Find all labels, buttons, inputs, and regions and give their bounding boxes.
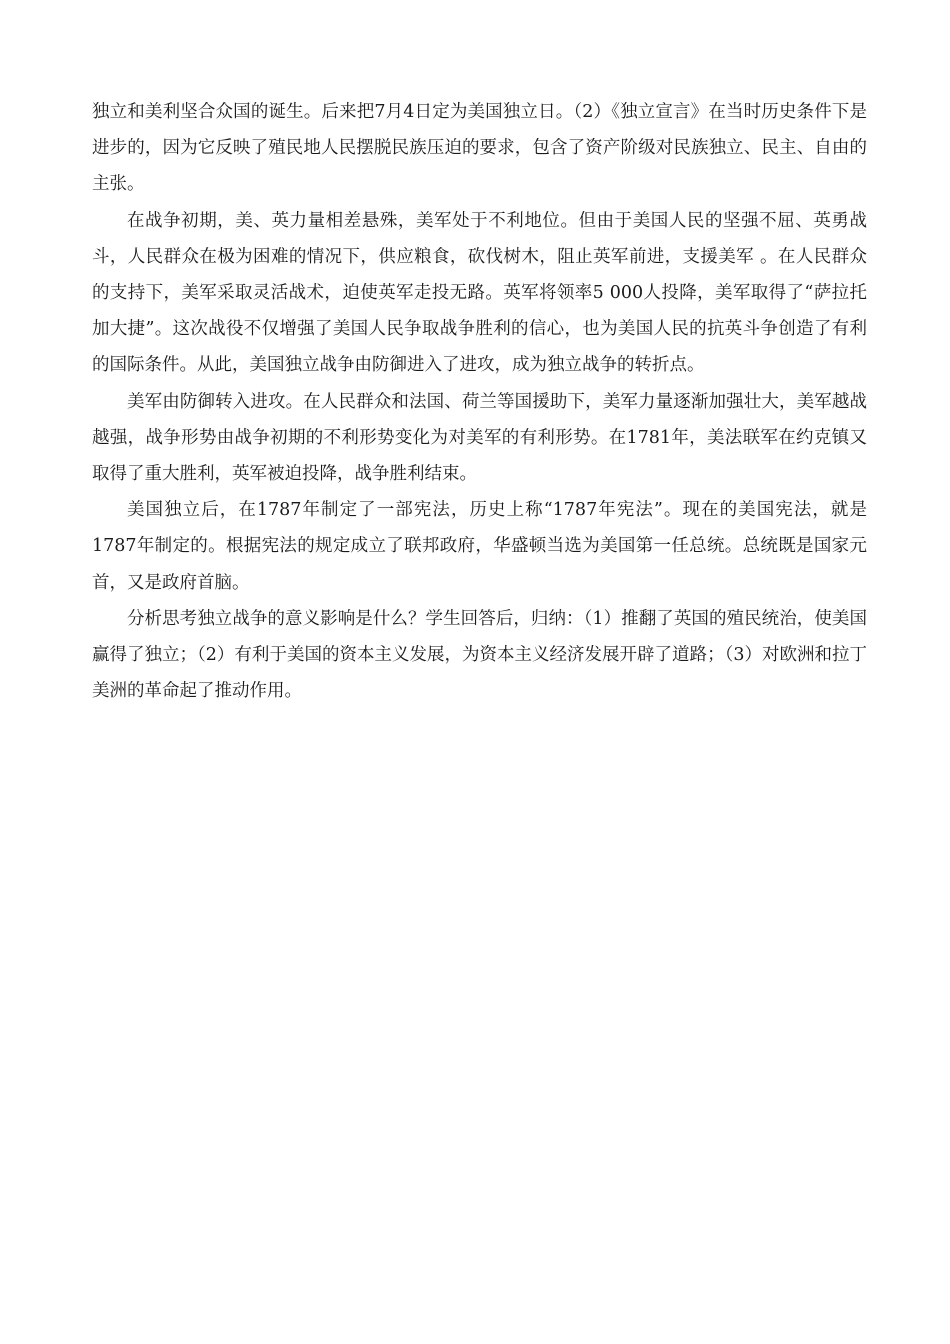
paragraph-4: 美国独立后，在1787年制定了一部宪法，历史上称“1787年宪法”。现在的美国宪法，就是1787年制定的。根据宪法的规定成立了联邦政府，华盛顿当选为美国第一任总统。总统既是国家元首，又是政府首脑。 xyxy=(92,500,867,593)
document-body xyxy=(92,94,867,709)
paragraph-5: 分析思考独立战争的意义影响是什么？学生回答后，归纳：（1）推翻了英国的殖民统治，使美国赢得了独立；（2）有利于美国的资本主义发展，为资本主义经济发展开辟了道路；（3）对欧洲和拉丁美洲的革命起了推动作用。 xyxy=(92,608,867,702)
paragraph-3: 美军由防御转入进攻。在人民群众和法国、荷兰等国援助下，美军力量逐渐加强壮大，美军越战越强，战争形势由战争初期的不利形势变化为对美军的有利形势。在1781年，美法联军在约克镇又取得了重大胜利，英军被迫投降，战争胜利结束。 xyxy=(92,391,867,485)
paragraph-2: 在战争初期，美、英力量相差悬殊，美军处于不利地位。但由于美国人民的坚强不屈、英勇战斗，人民群众在极为困难的情况下，供应粮食，砍伐树木，阻止英军前进，支援美军 。在人民群众的支持下，美军采取灵活战术，迫使英军走投无路。英军将领率5 000人投降，美军取得了“萨拉托加大捷”。这次战役不仅增强了美国人民争取战争胜利的信心，也为美国人民的抗英斗争创造了有利的国际条件。从此，美国独立战争由防御进入了进攻，成为独立战争的转折点。 xyxy=(92,210,867,376)
paragraph-1: 独立和美利坚合众国的诞生。后来把7月4日定为美国独立日。（2）《独立宣言》在当时历史条件下是进步的，因为它反映了殖民地人民摆脱民族压迫的要求，包含了资产阶级对民族独立、民主、自由的主张。 xyxy=(92,102,867,195)
